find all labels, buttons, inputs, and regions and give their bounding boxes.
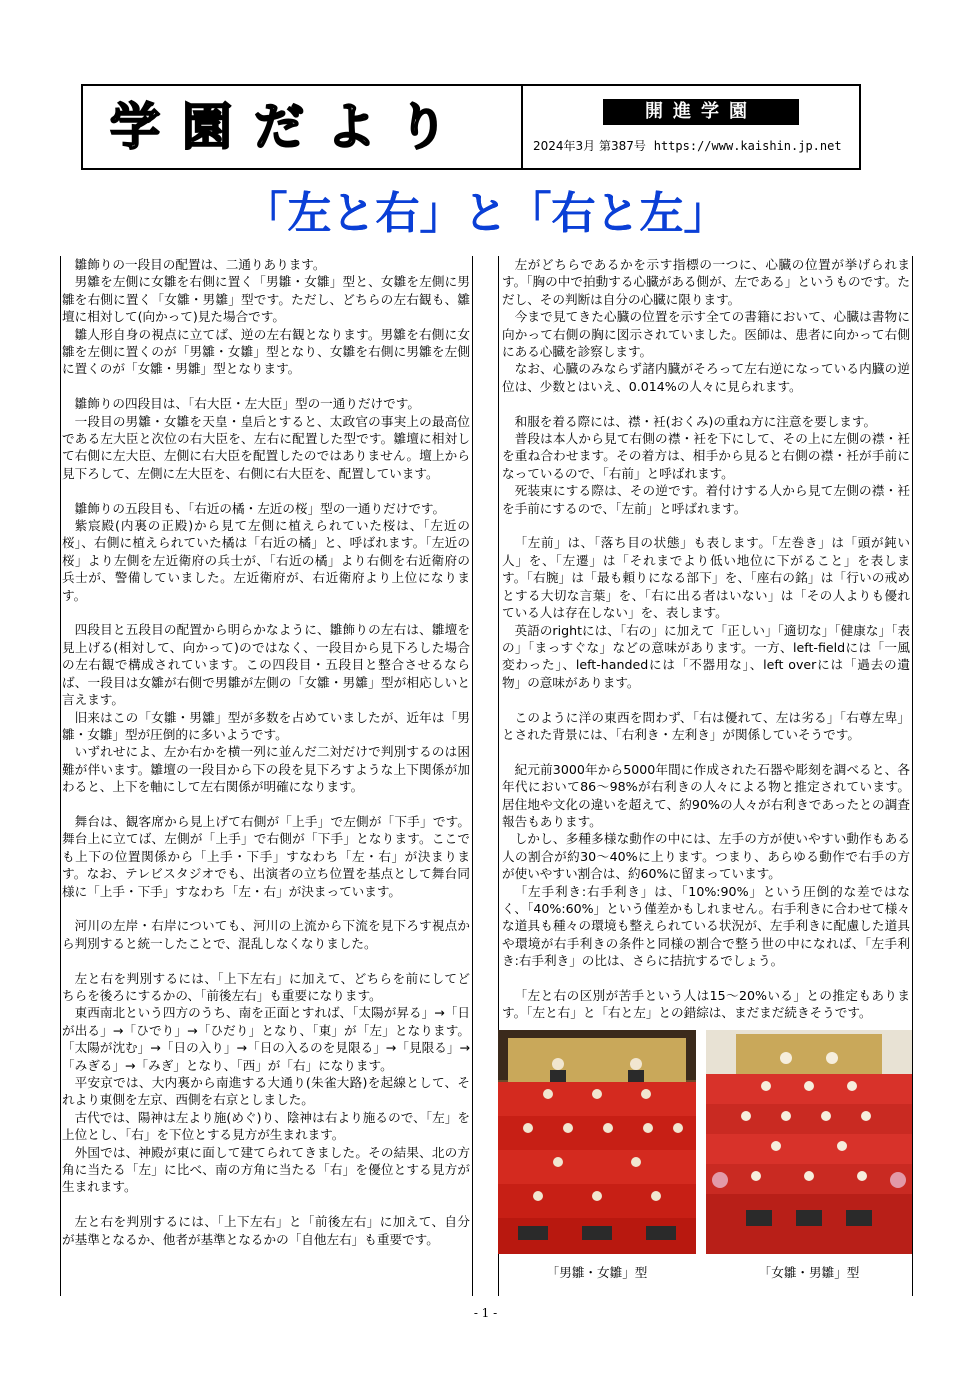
paragraph-gap — [62, 796, 470, 813]
paragraph: 雛人形自身の視点に立てば、逆の左右観となります。男雛を右側に女雛を左側に置くのが「男雛・女雛」型となり、女雛を右側に男雛を左側に置くのが「女雛・男雛」型となります。 — [62, 326, 470, 377]
paragraph: 男雛を左側に女雛を右側に置く「男雛・女雛」型と、女雛を左側に男雛を右側に置く「女雛・男雛」型です。ただし、どちらの左右観も、雛壇に相対して(向かって)見た場合です。 — [62, 274, 470, 325]
paragraph: 「左手利き:右手利き」は、「10%:90%」という圧倒的な差ではなく、「40%:60%」という僅差かもしれません。右手利きに合わせて様々な道具も種々の環境も整えられている状況が、左手利きに配慮した道具や環境が右手利きの条件と同様の割合で整う世の中になれば、「左手利き:右手利き」の比は、さらに拮抗するでしょう。 — [502, 883, 910, 969]
paragraph: 雛飾りの一段目の配置は、二通りあります。 — [74, 257, 326, 272]
paragraph: 雛飾りの四段目は、「右大臣・左大臣」型の一通りだけです。 — [74, 396, 420, 412]
column-rule-right — [912, 256, 913, 1296]
issue-info — [533, 137, 842, 154]
paragraph: 雛飾りの五段目も、「右近の橘・左近の桜」型の一通りだけです。 — [74, 500, 446, 516]
masthead-divider — [521, 84, 523, 170]
issue-number: 2024年3月 第387号 — [533, 139, 646, 153]
paragraph: しかし、多種多様な動作の中には、左手の方が使いやすい動作もある人の割合が約30～40%に上ります。つまり、あらゆる動作で右手の方が使いやすい割合は、約60%に留まっています。 — [502, 831, 910, 882]
paragraph-gap — [502, 691, 910, 708]
paragraph-gap — [62, 900, 470, 917]
website-link[interactable]: https://www.kaishin.jp.net — [653, 139, 842, 153]
paragraph-gap — [62, 1196, 470, 1213]
paragraph-gap — [62, 482, 470, 499]
article-title: 「左と右」と「右と左」 — [243, 188, 728, 239]
paragraph: 英語のrightには、「右の」に加えて「正しい」「適切な」「健康な」「表の」「まっすぐな」などの意味があります。一方、left-fieldには「一風変わった」、left-handedには「不器用な」、left overには「過去の遺物」の意味があります。 — [502, 622, 910, 690]
masthead-title: 学園だより — [110, 98, 470, 156]
hina-photo-right — [706, 1030, 912, 1254]
page-number: - 1 - — [473, 1306, 498, 1320]
paragraph-gap — [62, 378, 470, 395]
paragraph: 一段目の男雛・女雛を天皇・皇后とすると、太政官の事実上の最高位である左大臣と次位の右大臣を、左右に配置した型です。雛壇に相対して右側に左大臣、左側に右大臣を配置したのではありません。壇上から見下ろして、左側に左大臣を、右側に右大臣を、配置しています。 — [62, 413, 470, 481]
hina-photo-left — [498, 1030, 696, 1254]
paragraph: 「左前」は、「落ち目の状態」も表します。「左巻き」は「頭が鈍い人」を、「左遷」は「それまでより低い地位に下がること」を表します。「右腕」は「最も頼りになる部下」を、「座右の銘」は「行いの戒めとする大切な言葉」を、「右に出る者はいない」は「その人よりも優れている人は存在しない」を、表します。 — [502, 535, 910, 621]
paragraph-gap — [62, 952, 470, 969]
paragraph: 外国では、神殿が東に面して建てられてきました。その結果、北の方角に当たる「左」に比べ、南の方角に当たる「右」を優位とする見方が生まれます。 — [62, 1144, 470, 1195]
column-rule-left — [60, 256, 61, 1296]
paragraph: 普段は本人から見て右側の襟・衽を下にして、その上に左側の襟・衽を重ね合わせます。その着方は、相手から見ると右側の襟・衽が手前になっているので、「右前」と呼ばれます。 — [502, 431, 910, 481]
paragraph: 河川の左岸・右岸についても、河川の上流から下流を見下ろす視点から判別すると統一したことで、混乱しなくなりました。 — [62, 918, 470, 951]
photo-caption-right: 「女雛・男雛」型 — [758, 1265, 860, 1280]
paragraph: 平安京では、大内裏から南進する大通り(朱雀大路)を起線として、それより東側を左京、西側を右京としました。 — [62, 1075, 470, 1108]
school-name-badge: 開進学園 — [603, 99, 799, 125]
left-column — [62, 256, 470, 1296]
paragraph: なお、心臓のみならず諸内臓がそろって左右逆になっている内臓の逆位は、少数とはいえ、0.014%の人々に見られます。 — [502, 361, 910, 394]
paragraph: 左と右を判別するには、「上下左右」に加えて、どちらを前にしてどちらを後ろにするかの、「前後左右」も重要になります。 — [62, 970, 470, 1003]
paragraph-gap — [62, 604, 470, 621]
photo-caption-left: 「男雛・女雛」型 — [546, 1265, 648, 1280]
paragraph: 死装束にする際は、その逆です。着付けする人から見て左側の襟・衽を手前にするので、「左前」と呼ばれます。 — [502, 483, 910, 516]
right-column — [502, 256, 910, 1022]
paragraph-gap — [502, 970, 910, 987]
paragraph: 紀元前3000年から5000年間に作成された石器や彫刻を調べると、各年代において86～98%が右利きの人々による物と推定されています。居住地や文化の違いを超えて、約90%の人々が右利きであったとの調査報告もあります。 — [502, 761, 910, 829]
paragraph: いずれせによ、左か右かを横一列に並んだ二対だけで判別するのは困難が伴います。雛壇の一段目から下の段を見下ろすような上下関係が加わると、上下を軸にして左右関係が明確になります。 — [62, 744, 470, 795]
column-rule-middle-a — [472, 256, 473, 1296]
paragraph: 和服を着る際には、襟・衽(おくみ)の重ね方に注意を要します。 — [514, 413, 877, 429]
paragraph: 左と右を判別するには、「上下左右」と「前後左右」に加えて、自分が基準となるか、他者が基準となるかの「自他左右」も重要です。 — [62, 1214, 470, 1247]
paragraph: 左がどちらであるかを示す指標の一つに、心臓の位置が挙げられます。「胸の中で拍動する心臓がある側が、左である」というものです。ただし、その判断は自分の心臓に限ります。 — [502, 257, 910, 307]
paragraph: 東西南北という四方のうち、南を正面とすれば、「太陽が昇る」→「日が出る」→「ひでり」→「ひだり」となり、「東」が「左」となります。「太陽が沈む」→「日の入り」→「日の入るのを見限る」→「見限る」→「みぎる」→「みぎ」となり、「西」が「右」になります。 — [62, 1005, 470, 1073]
paragraph: 紫宸殿(内裏の正殿)から見て左側に植えられていた桜は、「左近の桜」、右側に植えられていた橘は「右近の橘」と、呼ばれます。「左近の桜」より左側を左近衛府の兵士が、「右近の橘」より右側を右近衛府の兵士が、警備していました。左近衛府が、右近衛府より上位になります。 — [62, 518, 470, 603]
paragraph: 旧来はこの「女雛・男雛」型が多数を占めていましたが、近年は「男雛・女雛」型が圧倒的に多いようです。 — [62, 709, 470, 742]
paragraph-gap — [502, 395, 910, 412]
paragraph: このように洋の東西を問わず、「右は優れて、左は劣る」「右尊左卑」とされた背景には、「右利き・左利き」が関係していそうです。 — [502, 709, 910, 742]
paragraph-gap — [502, 743, 910, 760]
paragraph: 舞台は、観客席から見上げて右側が「上手」で左側が「下手」です。舞台上に立てば、左側が「上手」で右側が「下手」となります。ここでも上下の位置関係から「上手・下手」すなわち「左・右」が決まります。なお、テレビスタジオでも、出演者の立ち位置を基点として舞台同様に「上手・下手」すなわち「左・右」が決まっています。 — [62, 813, 470, 899]
paragraph-gap — [502, 517, 910, 534]
paragraph: 古代では、陽神は左より施(めぐ)り、陰神は右より施るので、「左」を上位とし、「右」を下位とする見方が生まれます。 — [62, 1109, 470, 1143]
paragraph: 四段目と五段目の配置から明らかなように、雛飾りの左右は、雛壇を見上げる(相対して、向かって)のではなく、一段目から見下ろした場合の左右観で構成されています。この四段目・五段目と整合させるならば、一段目は女雛が右側で男雛が左側の「女雛・男雛」型が相応しいと言えます。 — [62, 622, 470, 708]
paragraph: 今まで見てきた心臓の位置を示す全ての書籍において、心臓は書物に向かって右側の胸に図示されていました。医師は、患者に向かって右側にある心臓を診察します。 — [502, 309, 910, 360]
paragraph: 「左と右の区別が苦手という人は15～20%いる」との推定もあります。「左と右」と「右と左」との錯綜は、まだまだ続きそうです。 — [502, 987, 910, 1021]
